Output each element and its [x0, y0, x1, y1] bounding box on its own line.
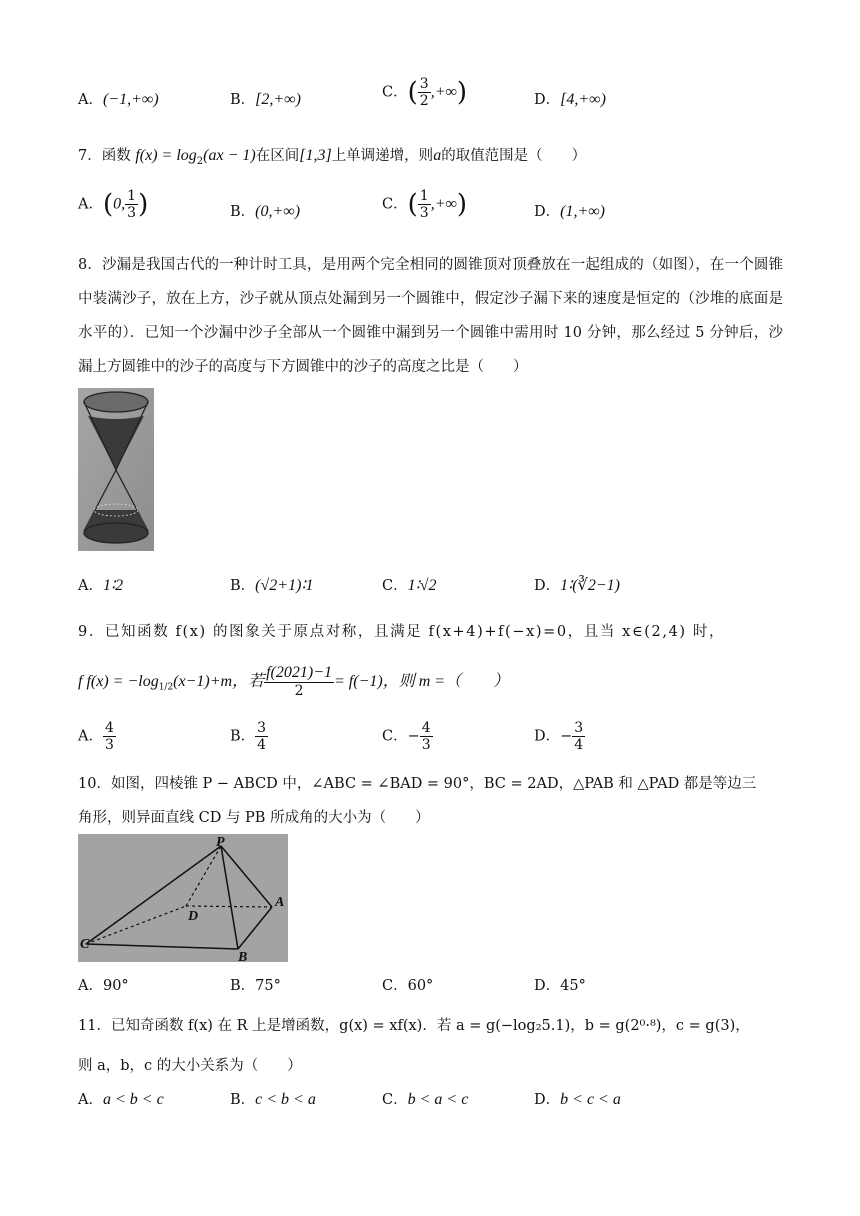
option-letter: D．: [534, 1092, 561, 1108]
vertex-d-label: D: [188, 909, 199, 924]
denominator: 4: [257, 737, 267, 754]
fraction: [418, 188, 431, 221]
formula: (ax − 1): [203, 147, 256, 164]
option-letter: B．: [230, 204, 256, 220]
fraction: [255, 720, 268, 753]
q9-option-d: [534, 720, 585, 753]
option-value: 45°: [560, 978, 586, 994]
q7-option-b: [230, 200, 300, 221]
option-value: (0,+∞): [255, 203, 301, 220]
numerator: 3: [419, 76, 429, 92]
option-letter: A．: [78, 196, 103, 213]
numerator: 4: [421, 720, 431, 736]
option-value: c < b < a: [255, 1091, 316, 1108]
q8-option-c: [382, 574, 437, 595]
q10-option-b: [230, 974, 281, 995]
option-letter: D．: [534, 92, 561, 108]
q11-option-a: [78, 1088, 164, 1109]
numerator: 1: [419, 188, 429, 204]
option-letter: A．: [78, 92, 103, 108]
option-value: b < c < a: [560, 1091, 621, 1108]
option-letter: A．: [78, 1092, 103, 1108]
vertex-b-label: B: [238, 950, 248, 962]
option-letter: D．: [534, 204, 561, 220]
stem-text: 上单调递增，则: [331, 148, 434, 164]
q7-option-c: C．( $\frac{1}{3}$ ,+∞): [382, 188, 468, 222]
option-letter: B．: [230, 978, 256, 994]
q7-option-d: [534, 200, 605, 221]
option-letter: D．: [534, 728, 561, 745]
option-letter: C．: [382, 728, 408, 745]
q11-option-c: [382, 1088, 468, 1109]
formula: f(x) = log: [135, 147, 197, 164]
q10-option-a: [78, 974, 129, 995]
numerator: f(2021)−1: [264, 664, 334, 683]
option-letter: B．: [230, 1092, 256, 1108]
q7-option-a: A．(0, $\frac{1}{3}$ ): [78, 188, 149, 222]
log-base: 1/2: [158, 682, 174, 693]
variable: a: [433, 147, 442, 164]
stem-text: 在区间: [255, 148, 300, 164]
option-value: (√2+1)∶1: [255, 577, 314, 594]
denominator: 3: [127, 205, 137, 222]
fraction: [420, 720, 433, 753]
denominator: 3: [104, 737, 114, 754]
denominator: 2: [419, 93, 429, 110]
q10-option-c: [382, 974, 433, 995]
q8-option-d: [534, 574, 620, 595]
option-letter: B．: [230, 92, 256, 108]
vertex-c-label: C: [80, 937, 90, 952]
option-value: (−1,+∞): [102, 91, 159, 108]
stem-text: 的取值范围是（ ）: [441, 148, 587, 164]
denominator: 3: [419, 205, 429, 222]
option-value: ,+∞: [430, 83, 457, 101]
fraction: [103, 720, 116, 753]
q8-option-b: [230, 574, 314, 595]
q9-option-c: [382, 720, 433, 753]
option-value: 1∶√2: [407, 577, 437, 594]
option-letter: B．: [230, 728, 256, 745]
q7-stem: [78, 144, 586, 167]
formula: f f(x) = −log: [78, 672, 159, 690]
q10-line2: 角形，则异面直线 CD 与 PB 所成角的大小为（ ）: [78, 810, 430, 826]
q8-stem: 8．沙漏是我国古代的一种计时工具，是用两个完全相同的圆锥顶对顶叠放在一起组成的（如图），在一个圆锥中装满沙子，放在上方，沙子就从顶点处漏到另一个圆锥中，假定沙子漏下来的速度是恒定的（沙堆的底面是水平的）．已知一个沙漏中沙子全部从一个圆锥中漏到另一个圆锥中需用时 10 分钟，那么经过 5 分钟后，沙漏上方圆锥中的沙子的高度与下方圆锥中的沙子的高度之比是（ ）: [78, 257, 783, 375]
fraction: [125, 188, 138, 221]
q6-option-b: [230, 88, 301, 109]
option-value: 90°: [102, 978, 129, 994]
option-letter: C．: [382, 84, 408, 101]
sign: −: [407, 728, 420, 745]
numerator: 3: [574, 720, 584, 736]
option-letter: D．: [534, 978, 561, 994]
q9-line1: 9．已知函数 f(x) 的图象关于原点对称，且满足 f(x+4)+f(−x)=0，且当 x∈(2,4) 时，: [78, 624, 726, 640]
interval: [1,3]: [299, 147, 332, 164]
q9-line2: [78, 664, 509, 699]
q11-line2: 则 a，b，c 的大小关系为（ ）: [78, 1058, 302, 1074]
question-number: 7．函数: [78, 148, 131, 164]
option-value: [2,+∞): [255, 91, 301, 108]
q6-option-d: [534, 88, 606, 109]
numerator: 1: [127, 188, 137, 204]
option-letter: C．: [382, 196, 408, 213]
option-letter: B．: [230, 578, 256, 594]
option-value: ,+∞: [430, 195, 457, 213]
option-value: (1,+∞): [560, 203, 605, 220]
option-letter: D．: [534, 578, 561, 594]
fraction: [418, 76, 431, 109]
option-value: 1∶2: [102, 577, 124, 594]
q11-option-d: [534, 1088, 621, 1109]
option-value: 1∶(∛2−1): [560, 577, 620, 594]
vertex-p-label: P: [216, 835, 225, 850]
denominator: 3: [421, 737, 431, 754]
option-letter: C．: [382, 578, 408, 594]
q8-option-a: [78, 574, 123, 595]
option-letter: C．: [382, 1092, 408, 1108]
option-value: 75°: [255, 978, 281, 994]
q11-line1: 11．已知奇函数 f(x) 在 R 上是增函数，g(x) = xf(x)．若 a = g(−log₂5.1)，b = g(2⁰·⁸)，c = g(3)，: [78, 1018, 750, 1034]
q6-option-c: C．( $\frac{3}{2}$ ,+∞): [382, 76, 468, 110]
option-letter: A．: [78, 728, 103, 745]
hourglass-figure: [78, 388, 154, 551]
denominator: 4: [574, 737, 584, 754]
option-value: b < a < c: [407, 1091, 469, 1108]
sign: −: [560, 728, 573, 745]
option-letter: C．: [382, 978, 408, 994]
fraction: [264, 664, 334, 699]
numerator: 3: [257, 720, 267, 736]
q9-option-b: [230, 720, 268, 753]
option-letter: A．: [78, 578, 103, 594]
q10-line1: 10．如图，四棱锥 P − ABCD 中，∠ABC = ∠BAD = 90°，BC = 2AD，△PAB 和 △PAD 都是等边三: [78, 776, 757, 792]
fraction: [572, 720, 585, 753]
option-letter: A．: [78, 978, 103, 994]
q9-option-a: [78, 720, 116, 753]
option-value: 0,: [113, 195, 126, 213]
q10-option-d: [534, 974, 586, 995]
vertex-a-label: A: [275, 895, 285, 910]
q11-option-b: [230, 1088, 316, 1109]
denominator: 2: [294, 683, 304, 700]
option-value: a < b < c: [102, 1091, 164, 1108]
pyramid-figure: [78, 834, 288, 962]
numerator: 4: [104, 720, 114, 736]
formula: (x−1)+m，若: [173, 672, 265, 690]
formula: = f(−1)，则 m =（ ）: [334, 672, 510, 690]
option-value: [4,+∞): [560, 91, 606, 108]
q6-option-a: [78, 88, 159, 109]
option-value: 60°: [407, 978, 434, 994]
log-base: 2: [196, 155, 204, 167]
